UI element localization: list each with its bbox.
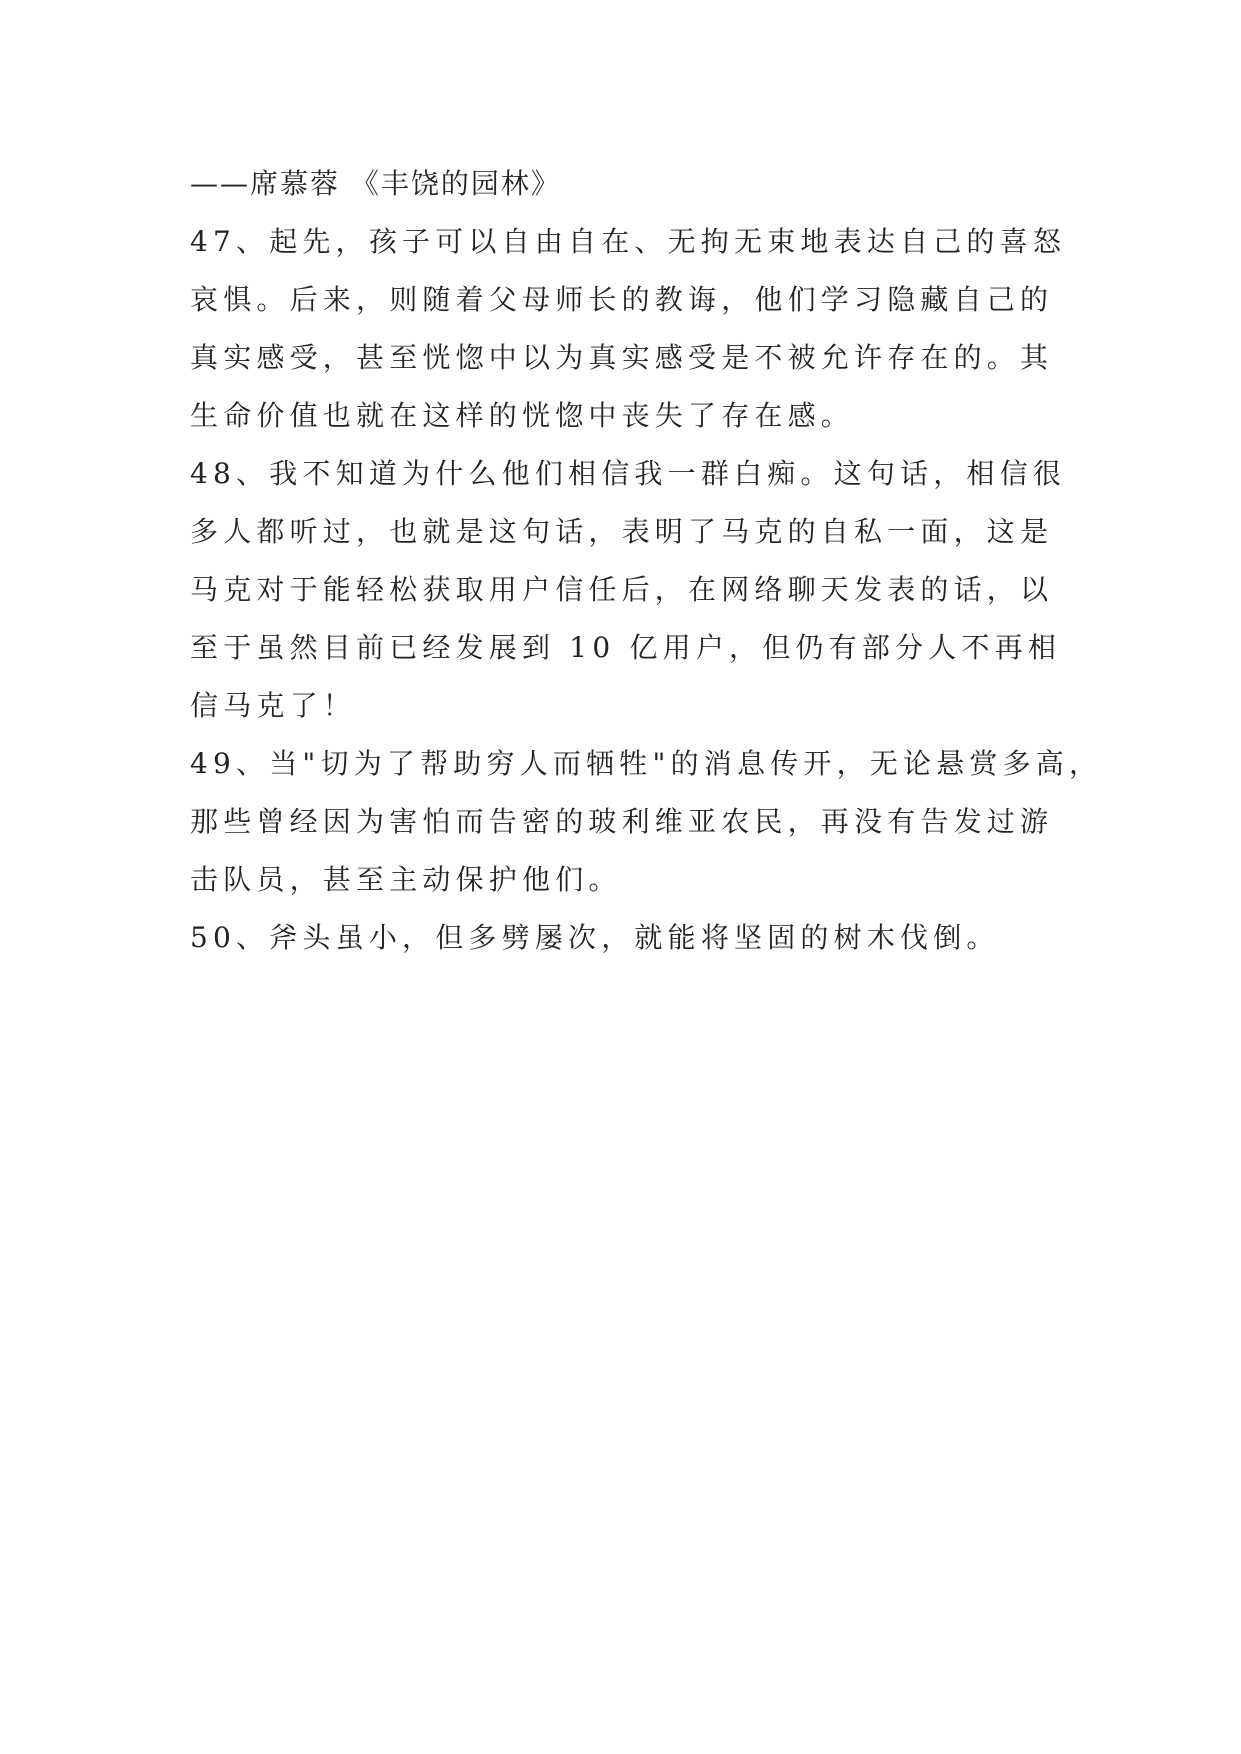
text-line: 生命价值也就在这样的恍惚中丧失了存在感。 xyxy=(190,399,855,432)
text-line: 真实感受，甚至恍惚中以为真实感受是不被允许存在的。其 xyxy=(190,341,1054,374)
text-line: 那些曾经因为害怕而告密的玻利维亚农民，再没有告发过游 xyxy=(190,805,1054,838)
text-line: 马克对于能轻松获取用户信任后，在网络聊天发表的话，以 xyxy=(190,573,1054,606)
text-line: 48、我不知道为什么他们相信我一群白痴。这句话，相信很 xyxy=(190,457,1067,490)
text-line: 49、当"切为了帮助穷人而牺牲"的消息传开，无论悬赏多高， xyxy=(190,747,1103,780)
text-line: 50、斧头虽小，但多劈屡次，就能将坚固的树木伐倒。 xyxy=(190,921,1000,954)
text-line: 47、起先，孩子可以自由自在、无拘无束地表达自己的喜怒 xyxy=(190,225,1067,258)
text-line: 哀惧。后来，则随着父母师长的教诲，他们学习隐藏自己的 xyxy=(190,283,1054,316)
text-line: 多人都听过，也就是这句话，表明了马克的自私一面，这是 xyxy=(190,515,1054,548)
document-body xyxy=(190,155,1103,967)
text-line: 击队员，甚至主动保护他们。 xyxy=(190,863,622,896)
quote-attribution: ——席慕蓉 《丰饶的园林》 xyxy=(190,167,561,200)
text-line: 至于虽然目前已经发展到 10 亿用户，但仍有部分人不再相 xyxy=(190,631,1062,664)
text-line: 信马克了！ xyxy=(190,689,357,722)
